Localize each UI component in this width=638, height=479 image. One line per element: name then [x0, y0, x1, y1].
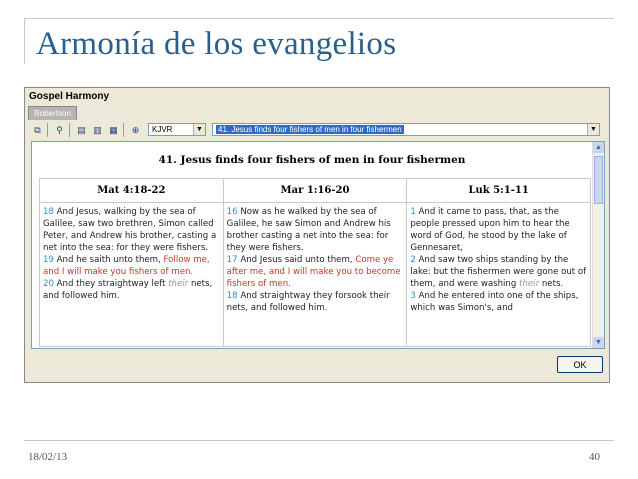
zoom-icon[interactable]: ⊕ — [131, 125, 140, 135]
verse-text: nets. — [539, 279, 564, 289]
slide-footer-line — [24, 440, 614, 441]
slide-date: 18/02/13 — [28, 451, 68, 463]
document-icon[interactable]: ▤ — [77, 125, 86, 135]
toolbar-separator — [69, 123, 70, 137]
verse — [410, 290, 586, 314]
gospel-parallel-table — [39, 178, 591, 347]
version-select[interactable] — [148, 123, 206, 136]
verse-text: And he saith unto them, — [56, 255, 164, 265]
window-title: Gospel Harmony — [25, 88, 609, 105]
scrollbar-thumb[interactable] — [594, 156, 603, 204]
column-header: Luk 5:1-11 — [407, 179, 591, 203]
verse-text: And it came to pass, that, as the people pressed upon him to hear the word of God, he stood by the lake of Gennesaret, — [410, 207, 570, 253]
passage-heading: 41. Jesus finds four fishers of men in four fishermen — [158, 154, 466, 166]
toolbar-separator — [123, 123, 124, 137]
verse-number: 16 — [226, 207, 238, 217]
tab-strip — [25, 106, 609, 120]
toolbar-separator — [47, 123, 48, 137]
gospel-column — [223, 203, 407, 347]
verse — [43, 278, 219, 302]
verse-text: their — [168, 279, 189, 289]
chevron-down-icon[interactable]: ▼ — [587, 124, 599, 135]
verse — [43, 206, 219, 254]
verse-number: 17 — [226, 255, 238, 265]
slide-number: 40 — [589, 451, 600, 463]
gospel-harmony-window — [24, 87, 610, 383]
verse-number: 1 — [410, 207, 416, 217]
verse-number: 3 — [410, 291, 416, 301]
find-icon[interactable]: ⚲ — [56, 125, 63, 135]
document-icon[interactable]: ▥ — [93, 125, 102, 135]
verse-number: 18 — [43, 207, 54, 217]
verse — [410, 254, 586, 290]
ok-button[interactable]: OK — [557, 356, 603, 373]
passage-view[interactable] — [31, 141, 605, 349]
gospel-column — [40, 203, 224, 347]
toolbar — [28, 121, 606, 139]
passage-select-value: 41. Jesus finds four fishers of men in four fishermen — [218, 125, 402, 134]
copy-icon[interactable]: ⧉ — [34, 125, 41, 135]
column-header: Mat 4:18-22 — [40, 179, 224, 203]
words-of-jesus: Follow me, and I will make you fishers of men. — [43, 255, 210, 277]
scroll-down-icon[interactable]: ▼ — [593, 337, 604, 348]
document-icon[interactable]: ▦ — [109, 125, 118, 135]
scroll-up-icon[interactable]: ▲ — [593, 142, 604, 153]
verse-text: Now as he walked by the sea of Galilee, he saw Simon and Andrew his brother casting a net into the sea: for they were fishers. — [226, 207, 391, 253]
verse-number: 2 — [410, 255, 416, 265]
column-header: Mar 1:16-20 — [223, 179, 407, 203]
verse — [410, 206, 586, 254]
verse-text: And saw two ships standing by the lake: but the fishermen were gone out of them, and were washing — [410, 255, 587, 289]
words-of-jesus: Come ye after me, and I will make you to become fishers of men. — [226, 255, 401, 289]
verse-text: their — [519, 279, 540, 289]
verse-text: And he entered into one of the ships, which was Simon's, and — [410, 291, 579, 313]
chevron-down-icon[interactable]: ▼ — [193, 124, 205, 135]
verse-text: And straightway they forsook their nets, and followed him. — [226, 291, 390, 313]
verse-number: 18 — [226, 291, 238, 301]
verse-text: And Jesus, walking by the sea of Galilee, saw two brethren, Simon called Peter, and Andrew his brother, casting a net into the sea: for they were fishers. — [43, 207, 217, 253]
slide-title: Armonía de los evangelios — [36, 26, 397, 62]
passage-select[interactable] — [212, 123, 600, 136]
verse-number: 20 — [43, 279, 54, 289]
gospel-column — [407, 203, 591, 347]
verse-text: nets, and followed him. — [43, 279, 213, 301]
tab-robertson[interactable]: Robertson — [28, 106, 77, 120]
verse-text: And they straightway left — [56, 279, 169, 289]
verse-number: 19 — [43, 255, 54, 265]
slide-frame-top-line — [24, 18, 614, 19]
version-select-value: KJVR — [152, 125, 173, 134]
verse-text: And Jesus said unto them, — [240, 255, 356, 265]
verse — [43, 254, 219, 278]
verse — [227, 206, 403, 254]
verse — [227, 254, 403, 290]
vertical-scrollbar[interactable] — [592, 142, 604, 348]
verse — [227, 290, 403, 314]
slide-frame-left-line — [24, 18, 25, 64]
